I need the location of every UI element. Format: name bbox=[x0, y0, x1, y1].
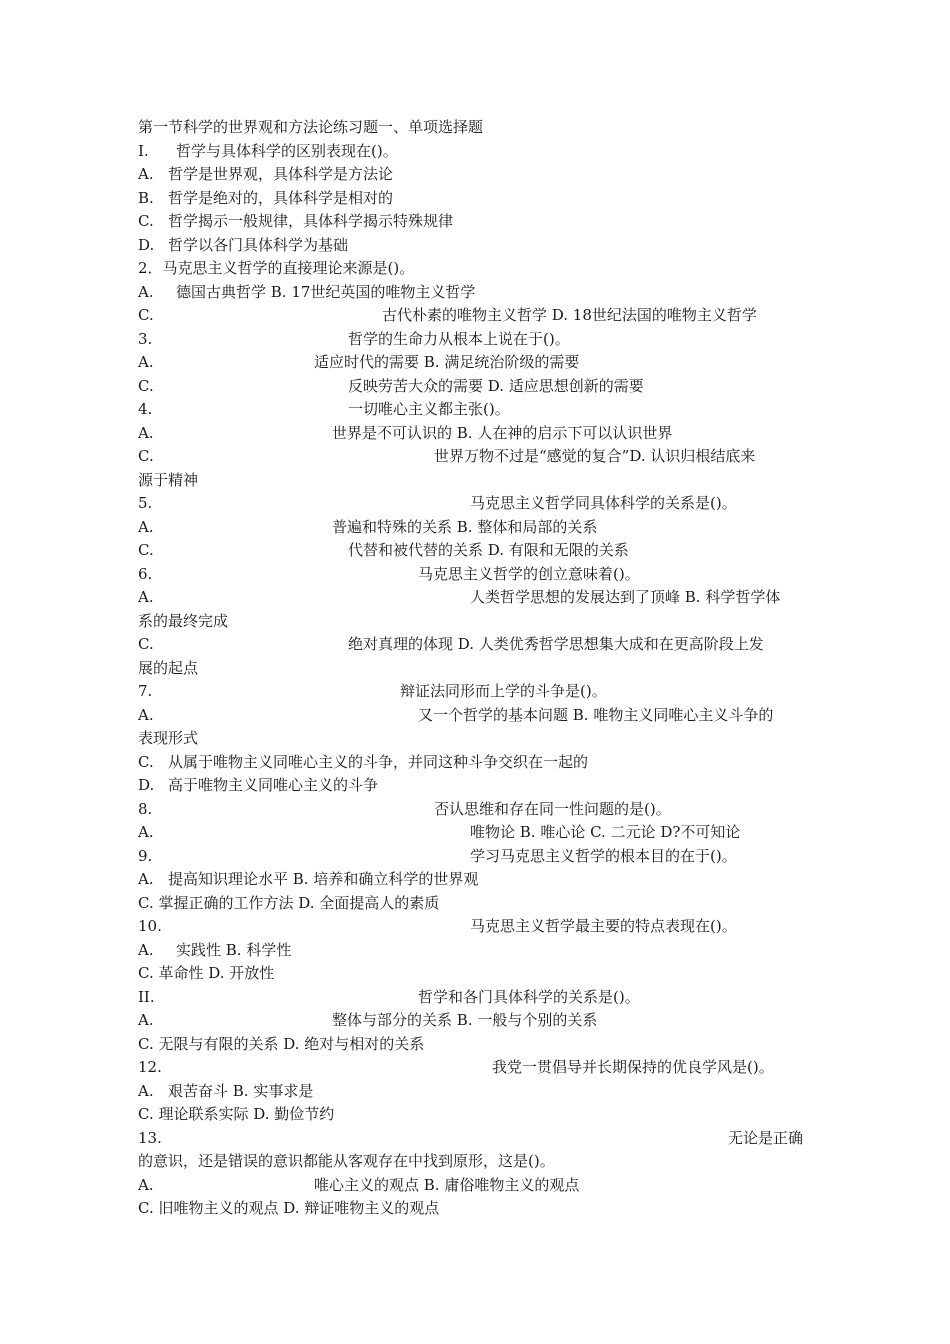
line-text: C. 掌握正确的工作方法 D. 全面提高人的素质 bbox=[138, 893, 440, 912]
text-line bbox=[138, 1197, 818, 1221]
item-number: A. bbox=[138, 940, 154, 959]
line-text: 辩证法同形而上学的斗争是()。 bbox=[400, 682, 607, 700]
line-text: C. 无限与有限的关系 D. 绝对与相对的关系 bbox=[138, 1034, 425, 1053]
line-text: 世界是不可认识的 B. 人在神的启示下可以认识世界 bbox=[332, 423, 673, 442]
line-text: 唯心主义的观点 B. 庸俗唯物主义的观点 bbox=[314, 1175, 580, 1194]
text-line bbox=[138, 116, 818, 140]
line-text: 古代朴素的唯物主义哲学 D. 18世纪法国的唯物主义哲学 bbox=[382, 306, 757, 324]
text-line bbox=[138, 1150, 818, 1174]
item-number: I. bbox=[138, 141, 149, 160]
text-line bbox=[138, 304, 818, 328]
text-line bbox=[138, 351, 818, 375]
line-text: 普遍和特殊的关系 B. 整体和局部的关系 bbox=[332, 517, 598, 536]
item-number: 9. bbox=[138, 846, 153, 865]
line-text: C. 革命性 D. 开放性 bbox=[138, 964, 275, 982]
text-line bbox=[138, 798, 818, 822]
item-number: 5. bbox=[138, 494, 153, 512]
text-line bbox=[138, 1174, 818, 1198]
text-line bbox=[138, 1033, 818, 1057]
text-line bbox=[138, 539, 818, 563]
item-number: B. bbox=[138, 188, 154, 207]
text-line bbox=[138, 774, 818, 798]
text-line bbox=[138, 680, 818, 704]
item-number: A. bbox=[138, 870, 154, 888]
text-line bbox=[138, 657, 818, 681]
item-number: A. bbox=[138, 423, 154, 442]
item-number: A. bbox=[138, 282, 154, 301]
line-text: 否认思维和存在同一性问题的是()。 bbox=[434, 799, 671, 818]
line-text: 我党一贯倡导并长期保持的优良学风是()。 bbox=[492, 1058, 774, 1076]
text-line bbox=[138, 163, 818, 187]
item-number: 6. bbox=[138, 564, 153, 583]
line-text: 哲学是绝对的，具体科学是相对的 bbox=[168, 188, 394, 207]
exercise-text bbox=[138, 116, 818, 1221]
line-text: 绝对真理的体现 D. 人类优秀哲学思想集大成和在更高阶段上发 bbox=[348, 635, 764, 653]
item-number: A. bbox=[138, 823, 154, 841]
line-text: 世界万物不过是“感觉的复合”D. 认识归根结底来 bbox=[434, 447, 756, 465]
line-text: 展的起点 bbox=[138, 658, 199, 677]
item-number: A. bbox=[138, 1011, 154, 1029]
item-number: C. bbox=[138, 447, 154, 465]
text-line bbox=[138, 915, 818, 939]
text-line bbox=[138, 1103, 818, 1127]
item-number: 4. bbox=[138, 400, 153, 418]
line-text: 人类哲学思想的发展达到了顶峰 B. 科学哲学体 bbox=[470, 588, 781, 606]
text-line bbox=[138, 1056, 818, 1080]
item-number: A. bbox=[138, 588, 154, 606]
line-text: 整体与部分的关系 B. 一般与个别的关系 bbox=[332, 1011, 598, 1029]
line-text: 哲学与具体科学的区别表现在()。 bbox=[176, 141, 398, 160]
line-text: 哲学和各门具体科学的关系是()。 bbox=[418, 987, 640, 1006]
line-text: 实践性 B. 科学性 bbox=[176, 940, 292, 959]
item-number: A. bbox=[138, 517, 154, 536]
item-number: 7. bbox=[138, 682, 153, 700]
text-line bbox=[138, 939, 818, 963]
text-line bbox=[138, 398, 818, 422]
item-number: A. bbox=[138, 1081, 154, 1100]
item-number: D. bbox=[138, 235, 155, 254]
item-number: 3. bbox=[138, 329, 153, 348]
line-text: C. 理论联系实际 D. 勤俭节约 bbox=[138, 1105, 335, 1123]
text-line bbox=[138, 516, 818, 540]
text-line bbox=[138, 281, 818, 305]
line-text: 无论是正确 bbox=[728, 1128, 804, 1147]
line-text: 表现形式 bbox=[138, 729, 199, 747]
line-text: 学习马克思主义哲学的根本目的在于()。 bbox=[470, 846, 737, 865]
item-number: II. bbox=[138, 987, 155, 1006]
text-line bbox=[138, 469, 818, 493]
text-line bbox=[138, 821, 818, 845]
line-text: 哲学以各门具体科学为基础 bbox=[168, 235, 349, 254]
text-line bbox=[138, 704, 818, 728]
line-text: 代替和被代替的关系 D. 有限和无限的关系 bbox=[348, 541, 629, 559]
text-line bbox=[138, 422, 818, 446]
line-text: C. 旧唯物主义的观点 D. 辩证唯物主义的观点 bbox=[138, 1199, 440, 1217]
text-line bbox=[138, 586, 818, 610]
line-text: 的意识，还是错误的意识都能从客观存在中找到原形，这是()。 bbox=[138, 1152, 555, 1170]
item-number: C. bbox=[138, 306, 154, 324]
item-number: A. bbox=[138, 165, 154, 183]
text-line bbox=[138, 210, 818, 234]
text-line bbox=[138, 868, 818, 892]
line-text: 高于唯物主义同唯心主义的斗争 bbox=[168, 776, 379, 794]
text-line bbox=[138, 187, 818, 211]
text-line bbox=[138, 140, 818, 164]
line-text: 第一节科学的世界观和方法论练习题一、单项选择题 bbox=[138, 118, 484, 136]
text-line bbox=[138, 563, 818, 587]
text-line bbox=[138, 962, 818, 986]
line-text: 适应时代的需要 B. 满足统治阶级的需要 bbox=[314, 353, 580, 371]
item-number: 10. bbox=[138, 917, 162, 935]
line-text: 哲学揭示一般规律，具体科学揭示特殊规律 bbox=[168, 212, 454, 230]
item-number: 13. bbox=[138, 1128, 162, 1147]
item-number: C. bbox=[138, 541, 154, 559]
text-line bbox=[138, 1127, 818, 1151]
line-text: 马克思主义哲学最主要的特点表现在()。 bbox=[470, 917, 737, 935]
text-line bbox=[138, 845, 818, 869]
text-line bbox=[138, 257, 818, 281]
text-line bbox=[138, 633, 818, 657]
line-text: 艰苦奋斗 B. 实事求是 bbox=[168, 1081, 314, 1100]
line-text: 源于精神 bbox=[138, 470, 199, 489]
item-number: C. bbox=[138, 212, 154, 230]
line-text: 哲学的生命力从根本上说在于()。 bbox=[348, 329, 570, 348]
text-line bbox=[138, 328, 818, 352]
line-text: 提高知识理论水平 B. 培养和确立科学的世界观 bbox=[168, 870, 479, 888]
text-line bbox=[138, 986, 818, 1010]
item-number: C. bbox=[138, 635, 154, 653]
item-number: 12. bbox=[138, 1058, 162, 1076]
line-text: 马克思主义哲学同具体科学的关系是()。 bbox=[470, 494, 737, 512]
item-number: A. bbox=[138, 1175, 154, 1194]
text-line bbox=[138, 1009, 818, 1033]
item-number: D. bbox=[138, 776, 155, 794]
line-text: 反映劳苦大众的需要 D. 适应思想创新的需要 bbox=[348, 376, 644, 395]
text-line bbox=[138, 492, 818, 516]
text-line bbox=[138, 234, 818, 258]
item-number: C. bbox=[138, 376, 154, 395]
line-text: 马克思主义哲学的创立意味着()。 bbox=[418, 564, 640, 583]
line-text: 一切唯心主义都主张()。 bbox=[348, 400, 510, 418]
text-line bbox=[138, 610, 818, 634]
text-line bbox=[138, 445, 818, 469]
line-text: 系的最终完成 bbox=[138, 611, 229, 630]
line-text: 2．马克思主义哲学的直接理论来源是()。 bbox=[138, 259, 415, 277]
line-text: 唯物论 B. 唯心论 C. 二元论 D?不可知论 bbox=[470, 823, 741, 841]
line-text: 又一个哲学的基本问题 B. 唯物主义同唯心主义斗争的 bbox=[418, 705, 774, 724]
text-line bbox=[138, 727, 818, 751]
item-number: 8. bbox=[138, 799, 153, 818]
text-line bbox=[138, 375, 818, 399]
text-line bbox=[138, 751, 818, 775]
text-line bbox=[138, 1080, 818, 1104]
line-text: 从属于唯物主义同唯心主义的斗争，并同这种斗争交织在一起的 bbox=[168, 752, 589, 771]
item-number: A. bbox=[138, 705, 154, 724]
item-number: C. bbox=[138, 752, 154, 771]
line-text: 德国古典哲学 B. 17世纪英国的唯物主义哲学 bbox=[176, 282, 476, 301]
line-text: 哲学是世界观，具体科学是方法论 bbox=[168, 165, 394, 183]
item-number: A. bbox=[138, 353, 154, 371]
text-line bbox=[138, 892, 818, 916]
